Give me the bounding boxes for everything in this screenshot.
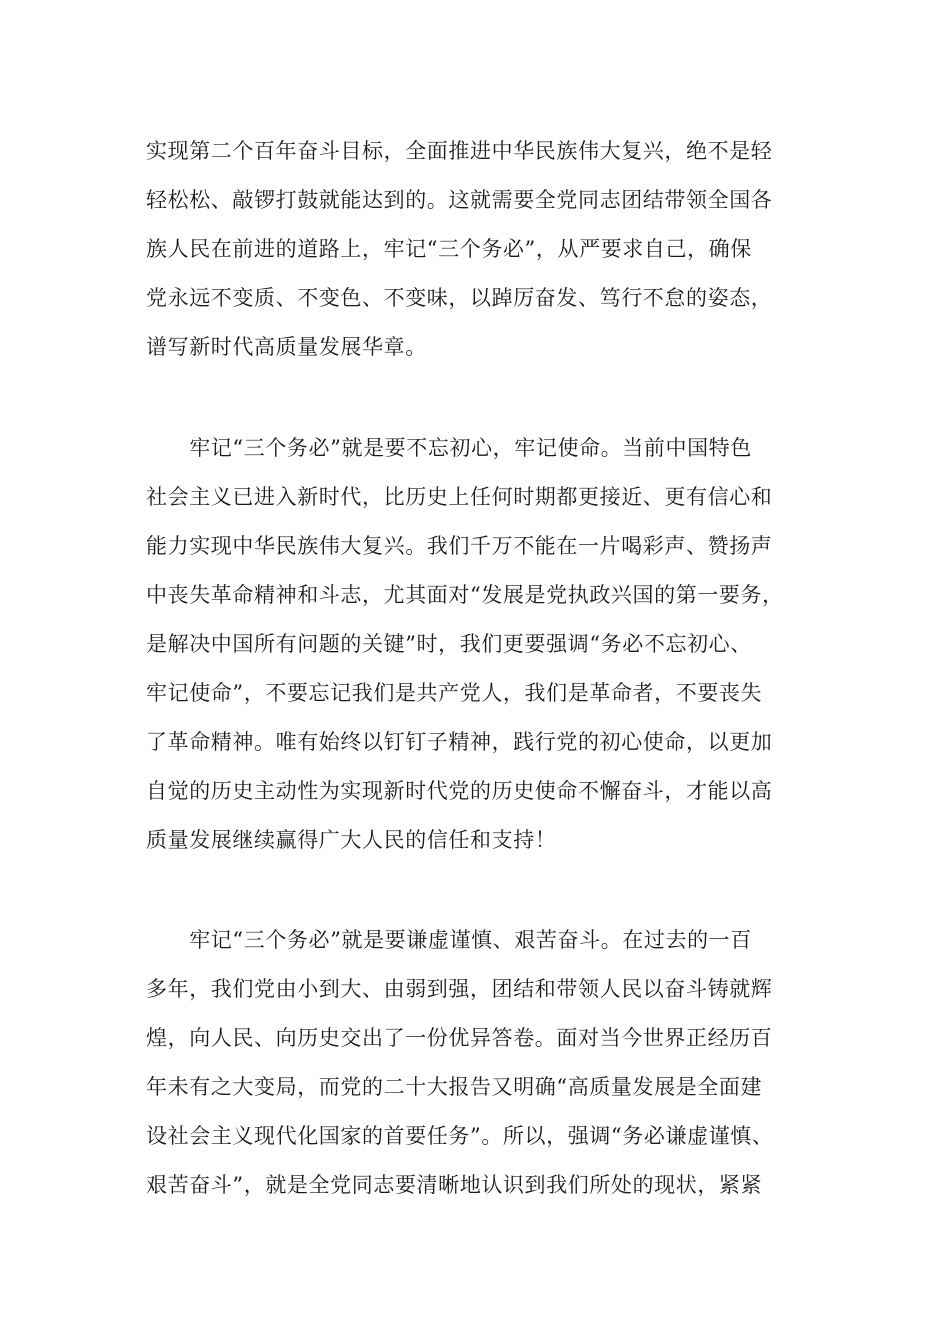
paragraph-line: 是解决中国所有问题的关键”时，我们更要强调“务必不忘初心、	[146, 632, 752, 656]
paragraph-line: 多年，我们党由小到大、由弱到强，团结和带领人民以奋斗铸就辉	[146, 977, 773, 1001]
paragraph-line: 煌，向人民、向历史交出了一份优异答卷。面对当今世界正经历百	[146, 1026, 773, 1050]
paragraph-line: 社会主义已进入新时代，比历史上任何时期都更接近、更有信心和	[146, 485, 773, 509]
paragraph-line: 谱写新时代高质量发展华章。	[146, 335, 427, 359]
paragraph-line: 质量发展继续赢得广大人民的信任和支持！	[146, 828, 557, 852]
paragraph-line: 中丧失革命精神和斗志，尤其面对“发展是党执政兴国的第一要务，	[146, 583, 784, 607]
paragraph-2	[146, 424, 836, 865]
paragraph-line: 了革命精神。唯有始终以钉钉子精神，践行党的初心使命，以更加	[146, 730, 773, 754]
paragraph-line: 年未有之大变局，而党的二十大报告又明确“高质量发展是全面建	[146, 1075, 763, 1099]
paragraph-line: 族人民在前进的道路上，牢记“三个务必”，从严要求自己，确保	[146, 237, 752, 261]
paragraph-line: 党永远不变质、不变色、不变味，以踔厉奋发、笃行不怠的姿态，	[146, 286, 773, 310]
paragraph-line: 牢记使命”，不要忘记我们是共产党人，我们是革命者，不要丧失	[146, 681, 763, 705]
paragraph-3	[146, 916, 836, 1210]
paragraph-line: 牢记“三个务必”就是要不忘初心，牢记使命。当前中国特色	[146, 436, 752, 460]
paragraph-line: 实现第二个百年奋斗目标，全面推进中华民族伟大复兴，绝不是轻	[146, 139, 773, 163]
paragraph-line: 设社会主义现代化国家的首要任务”。所以，强调“务必谦虚谨慎、	[146, 1124, 774, 1148]
paragraph-line: 轻松松、敲锣打鼓就能达到的。这就需要全党同志团结带领全国各	[146, 188, 773, 212]
paragraph-line: 能力实现中华民族伟大复兴。我们千万不能在一片喝彩声、赞扬声	[146, 534, 773, 558]
paragraph-1	[146, 127, 836, 372]
paragraph-line: 艰苦奋斗”，就是全党同志要清晰地认识到我们所处的现状，紧紧	[146, 1173, 763, 1197]
paragraph-line: 自觉的历史主动性为实现新时代党的历史使命不懈奋斗，才能以高	[146, 779, 773, 803]
paragraph-line: 牢记“三个务必”就是要谦虚谨慎、艰苦奋斗。在过去的一百	[146, 928, 752, 952]
